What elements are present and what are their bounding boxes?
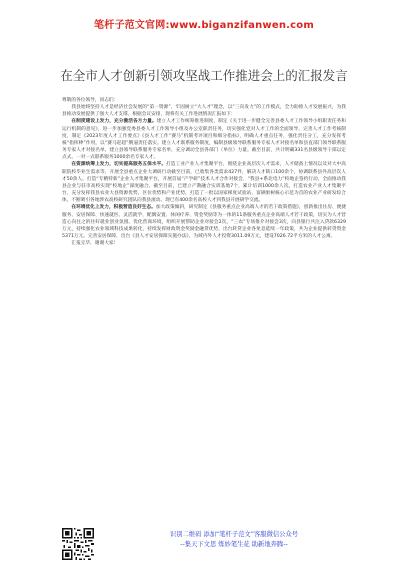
section-paragraph [62, 204, 346, 240]
section-heading: 在环境优化上发力，积极营造良好生态。 [71, 205, 156, 211]
document-body [62, 97, 346, 247]
section-heading: 在资源统筹上发力，切实提高服务五保水平。 [71, 162, 167, 168]
closing-line: 汇报完毕，谢谢大家！ [71, 241, 119, 247]
salutation: 尊敬的各位领导，同志们： [62, 98, 119, 103]
site-header[interactable]: 笔杆子范文官网:www.biganzifanwen.com [94, 20, 314, 31]
footer-line-1: 识别二维码 添加“笔杆子范文”客服微信公众号 [169, 531, 299, 538]
section-text: 加大政策倾斜，研究制定《县服务重点企业高端人才的若干政策措施》，创新推出住房、便捷服务、安居保障、快速就医、灵活就学、配偶安置、休闲疗养、资金奖励等为一体的11条服务重点企业高端人才若干政策，切实为人才营造心向往之的住好就业创业氛围。优化营商环境，组织开展帮助企业对接会2次，“三农”专场推介对接会3次，向县银行共注入贷款6329万元，持续强化农业领域科技成果转化，持续发挥财政资金奖励金融贷优势，出台转贷企业各免息延续一年政策，共为企业提供转贷资金5371万元。完善安居保障，出台《县人才安居保障实施办法》，为域内外人才投资3011.09万元，建设7026.72平方米的人才公寓。 [62, 205, 346, 239]
section-text: 打造工业产业人才集聚平台，围绕企业高层次人才需求，人才储备上情况以及对大中高职院校毕业生需求等，开展全县重点企业大调研行动截至目前，已收集各类需求427件，解决人才缺口100余个，协调联系县外高层次人才50余人。打造“专精特新”企业人才集聚平台，开展首届“产学研”技术人才合作对接会、“我县+系北电力”校地企签约行动，全面推动我县企业与驻市高校实现“校地企”深度融合。截至目前，已建立产教融合实训基地7个，累计培训1000余人次。打造农业产业人才集聚平台，充分发挥我县农业大县资源优势，区位优势和产业优势，打造了一批以国家梯度试验站、富硒果树核心示范为首的农业产业研发综合体，不断吸引各地涉农高校研究团队向我县流动。现已有400余名高校人才到我县开展研学交流。 [62, 162, 346, 204]
section-text: 建立人才工作统筹推进制度，制定《关于进一步健全完善县委人才工作领导小组职责任务和运行机制的意见》，进一步加强党委县委人才工作领导小组及办公室职责任务，切实强化党对人才工作的全面领导。完善人才工作考核制度，制定《2023年度人才工作要点》《县人才工作“赛马”机制考评项目和细分指标》，明确人才重点任务，强化责任分工，充分发挥考核“指挥棒”作用，以“赛马赶超”倒逼责任落实。建立人才联系服务制度，编制县级领导联系服务专家人才对接名单和县直部门领导联系服务专家人才对接名单，建立县领导联系服务专家名单，充分调动全县各部门（单位）力量。截至目前，共计明确331名县级领导干部以定点式、一对一式联系服务1000余名专家人才。 [62, 119, 346, 161]
qr-code-icon[interactable] [62, 528, 94, 560]
section-paragraph [62, 161, 346, 204]
intro-paragraph: 我县始终坚持人才是经济社会发展的“第一资源”，牢固树立“大人才”理念，以“三向发力”的工作模式，全力助推人才发展振兴，为我县推动发展提供了强大人才支撑。根据会议安排，现将有关工作进展情况汇报如下： [62, 105, 346, 118]
section-heading: 在制度建设上发力，充分激活各方力量。 [71, 119, 157, 125]
document-title: 在全市人才创新引领攻坚战工作推进会上的汇报发言 [60, 68, 348, 83]
footer-line-2: --集天下文思 炼妙笔生花 助新地奔腾-- [180, 541, 288, 548]
section-paragraph [62, 118, 346, 161]
footer [62, 528, 362, 568]
footer-caption [114, 530, 354, 550]
